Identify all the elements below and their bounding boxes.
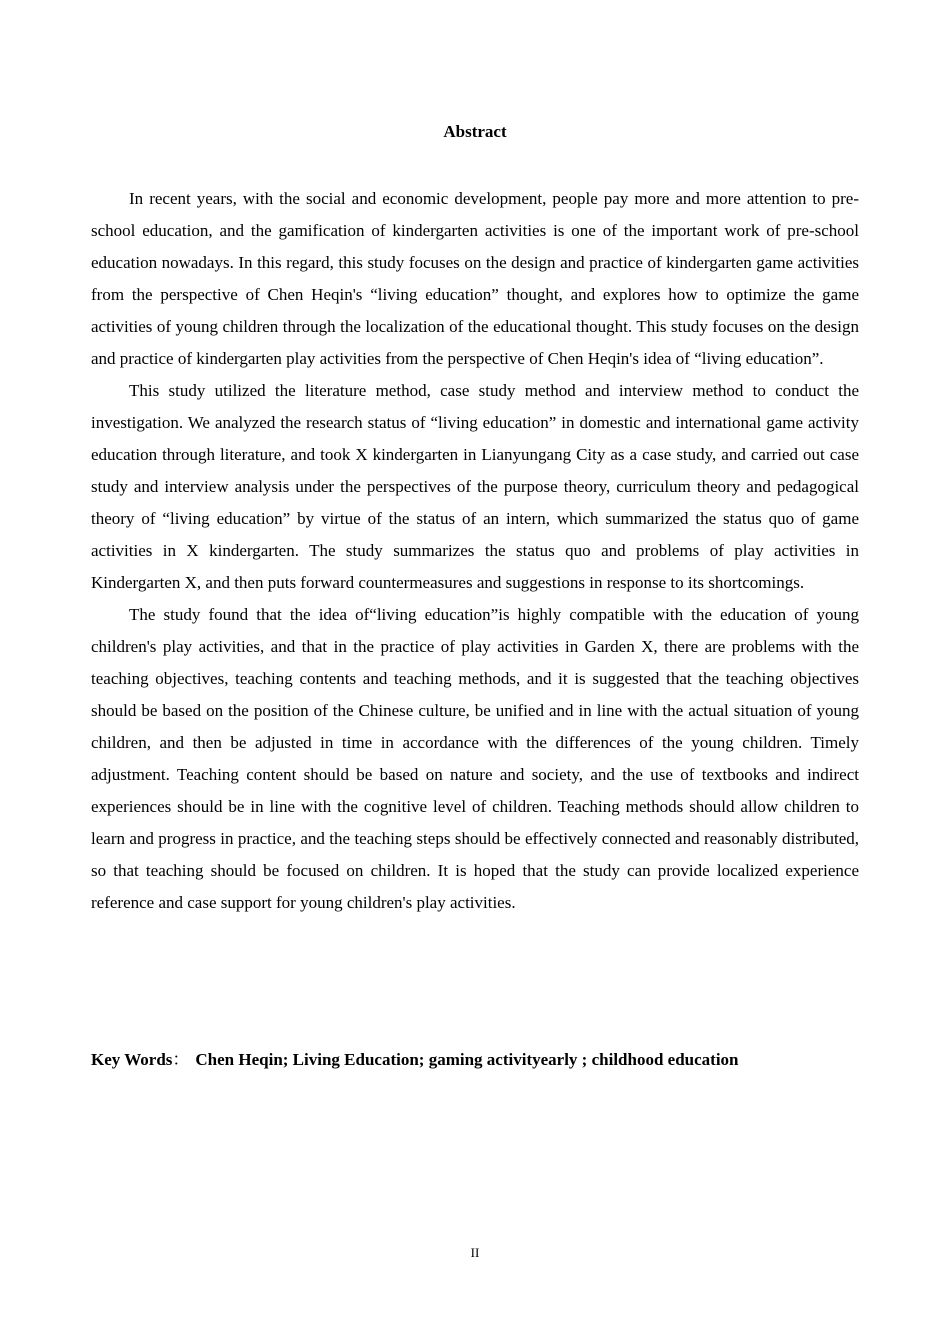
page-number: II <box>470 1245 480 1260</box>
keywords-label: Key Words <box>91 1050 173 1069</box>
abstract-title: Abstract <box>443 122 507 141</box>
abstract-body <box>91 183 859 919</box>
keywords-separator: ： <box>172 1050 190 1069</box>
abstract-paragraph-1: In recent years, with the social and economic development, people pay more and more attention to pre-school education, and the gamification of kindergarten activities is one of the important work of pre-school education nowadays. In this regard, this study focuses on the design and practice of kindergarten game activities from the perspective of Chen Heqin's “living education” thought, and explores how to optimize the game activities of young children through the localization of the educational thought. This study focuses on the design and practice of kindergarten play activities from the perspective of Chen Heqin's idea of “living education”. <box>91 189 859 368</box>
keywords-list: Chen Heqin; Living Education; gaming activityearly ; childhood education <box>195 1050 739 1069</box>
keywords-line <box>91 1048 859 1072</box>
abstract-paragraph-3: The study found that the idea of“living education”is highly compatible with the education of young children's play activities, and that in the practice of play activities in Garden X, there are problems with the teaching objectives, teaching contents and teaching methods, and it is suggested that the teaching objectives should be based on the position of the Chinese culture, be unified and in line with the actual situation of young children, and then be adjusted in time in accordance with the differences of the young children. Timely adjustment. Teaching content should be based on nature and society, and the use of textbooks and indirect experiences should be in line with the cognitive level of children. Teaching methods should allow children to learn and progress in practice, and the teaching steps should be effectively connected and reasonably distributed, so that teaching should be focused on children. It is hoped that the study can provide localized experience reference and case support for young children's play activities. <box>91 605 859 912</box>
abstract-paragraph-2: This study utilized the literature method, case study method and interview method to conduct the investigation. We analyzed the research status of “living education” in domestic and international game activity education through literature, and took X kindergarten in Lianyungang City as a case study, and carried out case study and interview analysis under the perspectives of the purpose theory, curriculum theory and pedagogical theory of “living education” by virtue of the status of an intern, which summarized the status quo of game activities in X kindergarten. The study summarizes the status quo and problems of play activities in Kindergarten X, and then puts forward countermeasures and suggestions in response to its shortcomings. <box>91 381 859 592</box>
